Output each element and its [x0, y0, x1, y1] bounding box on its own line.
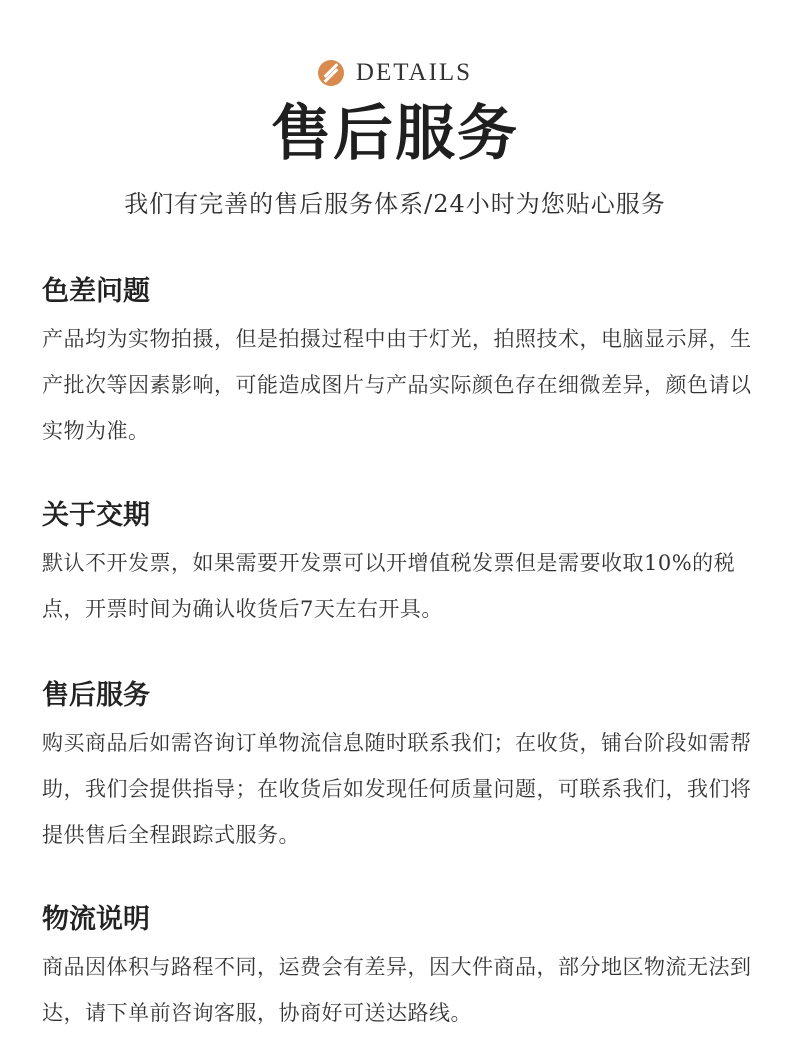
striped-circle-icon	[318, 60, 344, 86]
details-eyebrow	[0, 58, 790, 88]
section-body: 商品因体积与路程不同，运费会有差异，因大件商品，部分地区物流无法到达，请下单前咨询客服，协商好可送达路线。	[42, 955, 752, 1025]
section-after-sales	[42, 676, 752, 858]
section-heading: 色差问题	[42, 276, 150, 307]
section-heading: 物流说明	[42, 904, 150, 935]
section-heading: 售后服务	[42, 680, 150, 711]
section-heading: 关于交期	[42, 500, 150, 531]
section-body: 购买商品后如需咨询订单物流信息随时联系我们；在收货，铺台阶段如需帮助，我们会提供指导；在收货后如发现任何质量问题，可联系我们，我们将提供售后全程跟踪式服务。	[42, 731, 752, 847]
section-logistics	[42, 900, 752, 1036]
page-subtitle: 我们有完善的售后服务体系/24小时为您贴心服务	[124, 190, 666, 218]
section-delivery-time	[42, 496, 752, 632]
section-color-difference	[42, 272, 752, 454]
page-title: 售后服务	[271, 99, 519, 169]
section-body: 默认不开发票，如果需要开发票可以开增值税发票但是需要收取10%的税点，开票时间为确认收货后7天左右开具。	[42, 551, 736, 621]
section-body: 产品均为实物拍摄，但是拍摄过程中由于灯光，拍照技术，电脑显示屏，生产批次等因素影响，可能造成图片与产品实际颜色存在细微差异，颜色请以实物为准。	[42, 327, 752, 443]
eyebrow-label: DETAILS	[355, 59, 473, 86]
